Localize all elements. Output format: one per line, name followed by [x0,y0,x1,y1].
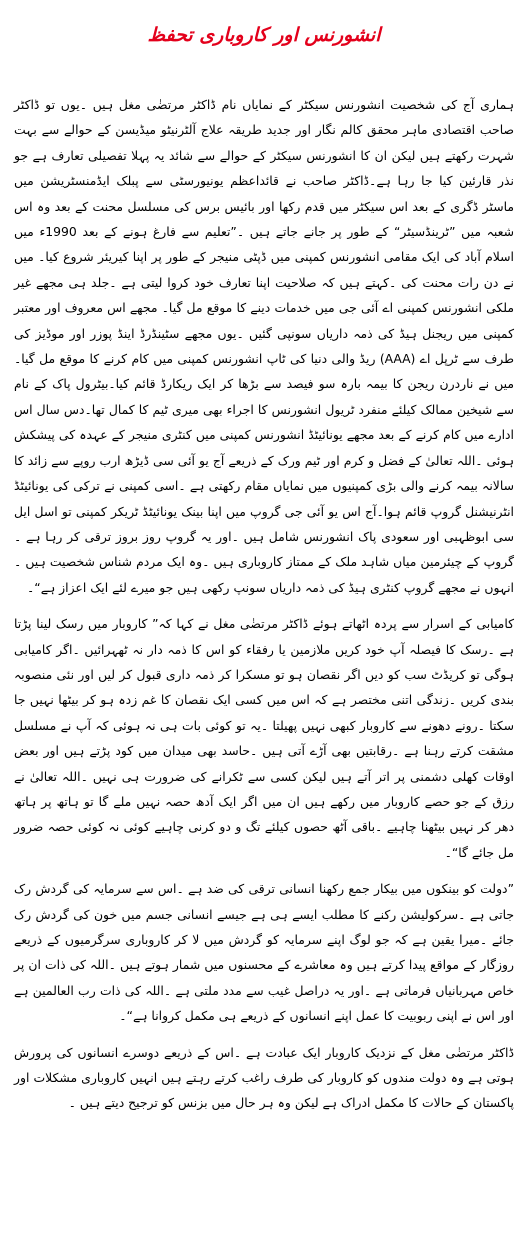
paragraph-wealth-circulation: ”دولت کو بینکوں میں بیکار جمع رکھنا انسانی ترقی کی ضد ہے ۔اس سے سرمایہ کی گردش رک جاتی ہے ۔سرکولیشن رکنے کا مطلب ایسے ہی ہے جیسے انسانی جسم میں خون کی گردش رک جائے ۔میرا یقین ہے کہ جو لوگ اپنے سرمایہ کو گردش میں لا کر کاروباری سرگرمیوں کے ذریعے روزگار کے مواقع پیدا کرتے ہیں وہ معاشرے کے محسنوں میں شمار ہوتے ہیں ۔اللہ کی ذات ان پر خاص مہربانیاں فرماتی ہے ۔اور یہ دراصل غیب سے مدد ملتی ہے ۔اللہ کی ذات رب العالمین ہے اور اس نے اپنی ربوبیت کا عمل اپنے انسانوں کے ذریعے ہی مکمل کروانا ہے“۔ [14,881,514,1024]
article-body [14,92,514,1116]
paragraph-career: ہماری آج کی شخصیت انشورنس سیکٹر کے نمایاں نام ڈاکٹر مرتضٰی مغل ہیں ۔یوں تو ڈاکٹر صاحب اقتصادی ماہر محقق کالم نگار اور جدید طریقہ علاج آلٹرنیٹو میڈیسن کے حوالے سے بہت شہرت رکھتے ہیں لیکن ان کا انشورنس سیکٹر کے حوالے سے شائد یہ پہلا تفصیلی تعارف ہے جو نذر قارئین کیا جا رہا ہے۔ڈاکٹر صاحب نے قائداعظم یونیورسٹی سے پبلک ایڈمنسٹریشن میں ماسٹر ڈگری کے بعد اس سیکٹر میں قدم رکھا اور بائیس برس کی مسلسل محنت کے بعد وہ اس شعبہ میں ”ٹرینڈسیٹر“ کے طور پر جانے جاتے ہیں ۔”تعلیم سے فارغ ہونے کے بعد 1990ء میں اسلام آباد کی ایک مقامی انشورنس کمپنی میں ڈپٹی منیجر کے طور پر اپنا کیریئر شروع کیا۔ میں نے دن رات محنت کی ۔کہتے ہیں کہ صلاحیت اپنا تعارف خود کروا لیتی ہے ۔جلد ہی مجھے غیر ملکی انشورنس کمپنی اے آئی جی میں خدمات دینے کا موقع مل گیا۔ مجھے اس معروف اور معتبر کمپنی میں ریجنل ہیڈ کی ذمہ داریاں سونپی گئیں ۔یوں مجھے سٹینڈرڈ اینڈ پوزر اور موڈیز کی طرف سے ٹرپل اے (AAA) ریڈ والی دنیا کی ٹاپ انشورنس کمپنی میں کام کرنے کا موقع مل گیا۔ میں نے ناردرن ریجن کا بیمہ بارہ سو فیصد سے بڑھا کر ایک ریکارڈ قائم کیا۔بیٹرول پاک کے نام سے شیخین ممالک کیلئے منفرد ٹریول انشورنس کا اجراء بھی میری ٹیم کا کمال تھا۔دس سال اس ادارے میں کام کرنے کے بعد مجھے یونائیٹڈ انشورنس کمپنی میں کنٹری منیجر کے عہدہ کی پیشکش ہوئی ۔اللہ تعالیٰ کے فضل و کرم اور ٹیم ورک کے ذریعے آج یو آئی سی ڈیڑھ ارب روپے سے زائد کا سالانہ بیمہ کرنے والی بڑی کمپنیوں میں نمایاں مقام رکھتی ہے ۔اسی کمپنی نے ترکی کی یونائیٹڈ انٹرنیشنل گروپ قائم ہوا۔آج اس یو آئی جی گروپ میں اپنا بینک یونائیٹڈ ٹریکر کمپنی تو اسل ایل سی ابوظہبی اور سعودی پاک انشورنس شامل ہیں ۔اور یہ گروپ روز بروز ترقی کر رہا ہے ۔گروپ کے چیئرمین میاں شاہد ملک کے ممتاز کاروباری ہیں ۔وہ ایک مردم شناس شخصیت ہیں ۔انہوں نے مجھے گروپ کنٹری ہیڈ کی ذمہ داریاں سونپ رکھی ہیں جو میرے لئے ایک اعزاز ہے“۔ [14,97,514,595]
article-headline: انشورنس اور کاروباری تحفظ [147,24,381,46]
paragraph-business-worship: ڈاکٹر مرتضٰی مغل کے نزدیک کاروبار ایک عبادت ہے ۔اس کے ذریعے دوسرے انسانوں کی پرورش ہوتی ہے وہ دولت مندوں کو کاروبار کی طرف راغب کرتے رہتے ہیں انہیں کاروباری مشکلات اور پاکستان کے حالات کا مکمل ادراک ہے لیکن وہ ہر حال میں بزنس کو ترجیح دیتے ہیں ۔ [14,1044,514,1111]
paragraph-success-secrets: کامیابی کے اسرار سے پردہ اٹھاتے ہوئے ڈاکٹر مرتضٰی مغل نے کہا کہ” کاروبار میں رسک لینا پڑتا ہے ۔رسک کا فیصلہ آپ خود کریں ملازمین یا رفقاء کو اس کا ذمہ دار نہ ٹھہرائیں ۔اگر کامیابی ہوگی تو کریڈٹ سب کو دیں اگر نقصان ہو تو مسکرا کر ذمہ داری قبول کر لیں اور نئی منصوبہ بندی کریں ۔زندگی اتنی مختصر ہے کہ اس میں کسی ایک نقصان کا غم زدہ ہو کر بیٹھا نہیں جا سکتا ۔رونے دھونے سے کاروبار کبھی نہیں پھیلتا ۔یہ تو کوئی بات ہی نہ ہوئی کہ آپ نے مسلسل مشقت کرتے رہنا ہے ۔رقابتیں بھی آڑے آتی ہیں ۔حاسد بھی میدان میں کود پڑتے ہیں اور بعض اوقات کھلی دشمنی پر اتر آتے ہیں لیکن کسی سے ٹکرانے کی ضرورت ہی نہیں ۔اللہ تعالیٰ نے رزق کے جو حصے کاروبار میں رکھے ہیں ان میں اگر ایک آدھ حصہ نہیں ملے گا تو ہاتھ پر ہاتھ دھر کر نہیں بیٹھنا چاہیے ۔باقی آٹھ حصوں کیلئے تگ و دو کرنی چاہیے کوئی نہ کوئی حصہ ضرور مل جائے گا“۔ [14,616,514,860]
